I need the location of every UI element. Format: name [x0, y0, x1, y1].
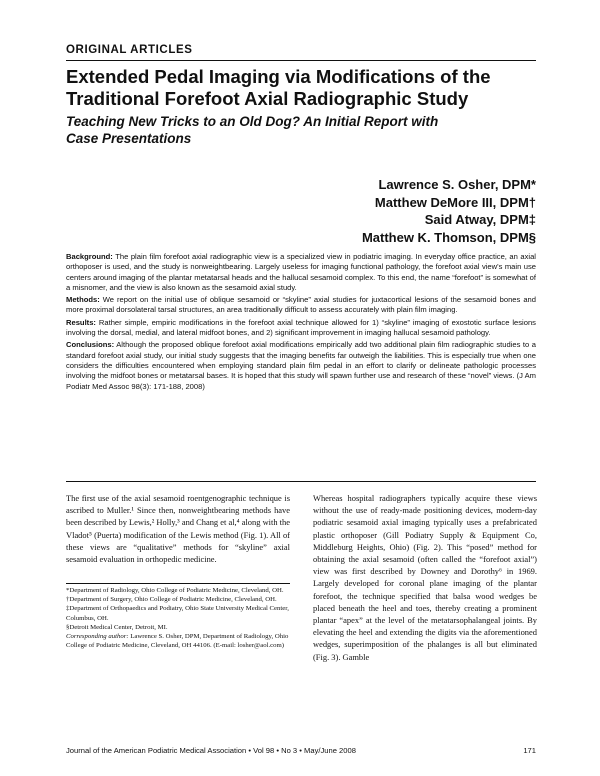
author-list: [362, 176, 536, 246]
abstract-results: [66, 318, 536, 339]
section-label: ORIGINAL ARTICLES: [66, 44, 193, 56]
article-title: [66, 66, 536, 110]
author-name: Lawrence S. Osher, DPM*: [378, 177, 536, 192]
abstract-background: [66, 252, 536, 293]
corresponding-author: [66, 632, 290, 650]
subtitle-line-1: Teaching New Tricks to an Old Dog? An Initial Report with: [66, 114, 439, 129]
abstract: [66, 252, 536, 394]
footnote: §Detroit Medical Center, Detroit, MI.: [66, 623, 168, 631]
conclusions-label: Conclusions:: [66, 340, 115, 350]
footnote: *Department of Radiology, Ohio College of Podiatric Medicine, Cleveland, OH.: [66, 587, 284, 594]
abstract-divider: [66, 481, 536, 482]
title-line-2: Traditional Forefoot Axial Radiographic Study: [66, 88, 469, 109]
body-paragraph: The first use of the axial sesamoid roentgenographic technique is ascribed to Muller.¹ Since then, nonweightbearing methods have been described by Lewis,² Holly,³ and Chang et al,⁴ along with the Vladot⁵ (Puerta) modification of the Lewis method (Fig. 1). All of these views are “qualitative” methods for “skyline” axial sesamoid evaluation in orthopedic medicine.: [66, 493, 290, 565]
author-name: Said Atway, DPM‡: [424, 212, 536, 227]
footnote-divider: [66, 583, 290, 584]
footnotes: [66, 586, 290, 650]
footnote: †Department of Surgery, Ohio College of Podiatric Medicine, Cleveland, OH.: [66, 596, 277, 604]
abstract-methods: [66, 295, 536, 316]
body-paragraph: Whereas hospital radiographers typically acquire these views without the use of ready-made positioning devices, modern-day podiatric sesamoid axial imaging typically uses a prefabricated plastic orthoposer (Gill Podiatry Supply & Equipment Co, Middleburg Heights, Ohio) (Fig. 2). This “posed” method for obtaining the axial sesamoid (often called the “forefoot axial”) view was first described by Downey and Dorothy⁶ in 1969. Largely developed for coronal plane imaging of the plantar forefoot, the technique specified that balsa wood wedges be placed beneath the heel and toes, thereby creating a prominent plantar “apex” at the level of the metatarsophalangeal joints. By elevating the heel and extending the digits via the aforementioned wedges, superimposition of the phalanges is all but eliminated (Fig. 3). Gamble: [313, 493, 537, 662]
conclusions-text: Although the proposed oblique forefoot axial modifications empirically add two additional plain film radiographic studies to a standard forefoot axial study, our initial study suggests that the imaging benefits far outweigh the liabilities. This is especially true when one considers the difficulties encountered when employing standard plain film pedal in an effort to clarify or delineate pathologic processes involving the midfoot bones or metatarsal bases. It is hoped that this study will spawn further use and research of these “novel” views. (J Am Podiatr Med Assoc 98(3): 171-188, 2008): [66, 340, 536, 391]
corresponding-text: Lawrence S. Osher, DPM, Department of Radiology, Ohio College of Podiatric Medicine, Cleveland, OH 44106. (E-mail: losher@aol.com): [66, 633, 289, 650]
body-column-right: [313, 492, 537, 663]
body-column-left: [66, 492, 290, 565]
corresponding-label: Corresponding author:: [66, 633, 129, 641]
article-subtitle: [66, 113, 536, 147]
page-number: 171: [523, 746, 536, 755]
results-label: Results:: [66, 317, 96, 327]
background-text: The plain film forefoot axial radiographic view is a specialized view in podiatric imaging. In everyday office practice, an axial orthoposer is used, and the study is nonweightbearing. Largely useless for imaging functional pathology, the forefoot axial view's main use centers around imaging of the plantar metatarsal heads and the hallucal sesamoid complex. To this end, the name “forefoot” is somewhat of a misnomer, and the view is also known as the sesamoid axial study.: [66, 252, 536, 292]
abstract-conclusions: [66, 340, 536, 391]
author-name: Matthew DeMore III, DPM†: [374, 194, 536, 210]
journal-citation: Journal of the American Podiatric Medical Association • Vol 98 • No 3 • May/June 2008: [66, 746, 356, 755]
author-name: Matthew K. Thomson, DPM§: [361, 229, 536, 245]
title-line-1: Extended Pedal Imaging via Modifications of the: [66, 66, 491, 87]
subtitle-line-2: Case Presentations: [66, 131, 192, 146]
results-text: Rather simple, empiric modifications in the forefoot axial technique allowed for 1) “skyline” imaging of exostotic surface lesions involving the dorsal, medial, and lateral midfoot bones, and 2) significant improvement in imaging hallucal sesamoid pathology.: [66, 317, 536, 338]
footnote: ‡Department of Orthopaedics and Podiatry, Ohio State University Medical Center, Columbus, OH.: [66, 605, 289, 622]
background-label: Background:: [66, 252, 113, 261]
methods-label: Methods:: [66, 295, 100, 305]
methods-text: We report on the initial use of oblique sesamoid or “skyline” axial studies for juxtacortical lesions of the sesamoid bones and more proximal dorsolateral tarsal structures, an area traditionally difficult to assess accurately with plain film imaging.: [66, 295, 536, 315]
header-rule: [66, 60, 536, 61]
